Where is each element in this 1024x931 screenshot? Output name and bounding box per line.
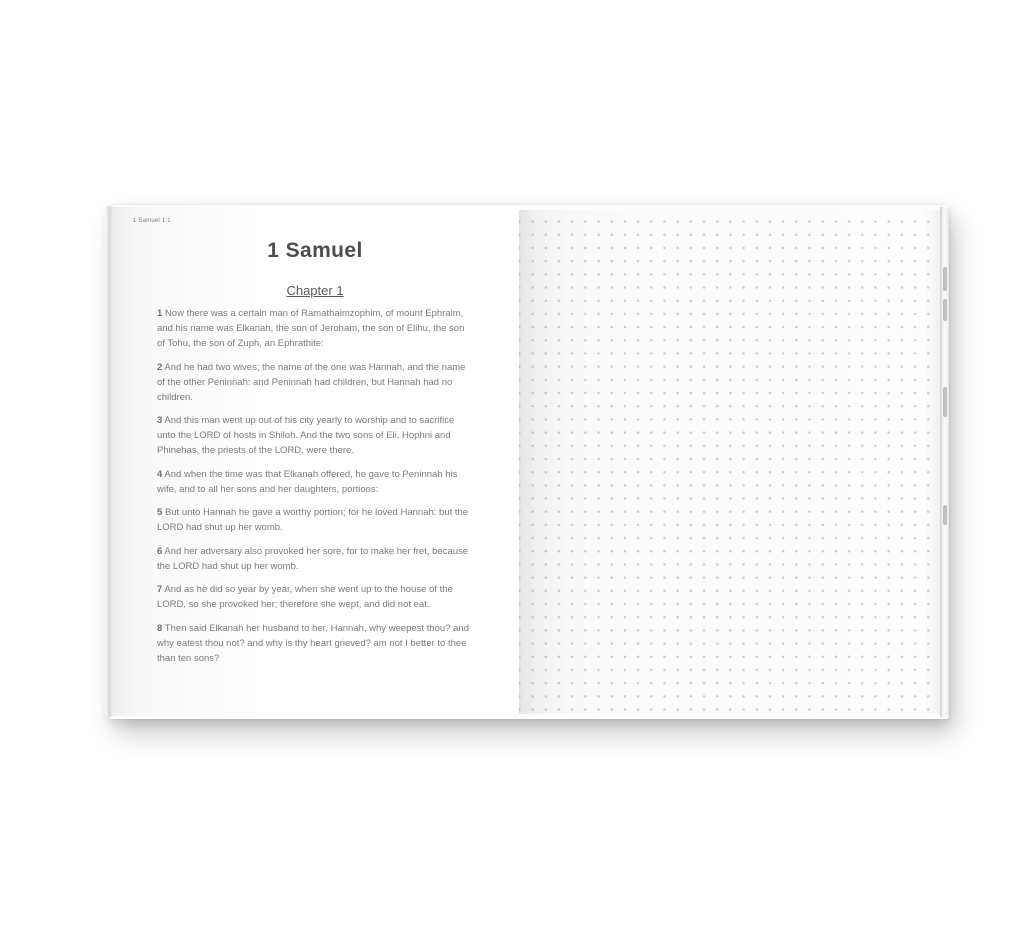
- verse-number: 8: [157, 622, 163, 634]
- verse-number: 5: [157, 507, 163, 518]
- page-edge-mark: [943, 299, 947, 321]
- scripture-page: [112, 207, 518, 716]
- verse-text: And her adversary also provoked her sore, for to make her fret, because the LORD had shut up her womb.: [157, 545, 469, 572]
- verse: [157, 544, 473, 574]
- verse-text: And this man went up out of his city yearly to worship and to sacrifice unto the LORD of hosts in Shiloh. And the two sons of Eli, Hophni and Phinehas, the priests of the LORD, were there.: [157, 415, 455, 456]
- verse: [157, 360, 473, 405]
- verse-text: Now there was a certain man of Ramathaimzophim, of mount Ephraim, and his name was Elkanah, the son of Jeroham, the son of Elihu, the son of Tohu, the son of Zuph, an Ephrathite:: [157, 308, 465, 349]
- verse: [157, 467, 473, 497]
- verse-number: 1: [157, 308, 163, 319]
- verse-text: And when the time was that Elkanah offered, he gave to Peninnah his wife, and to all her sons and her daughters, portions:: [157, 468, 458, 495]
- page-edge-mark: [943, 387, 947, 417]
- dot-grid-journal-page: [519, 210, 940, 714]
- verse-text: But unto Hannah he gave a worthy portion; for he loved Hannah: but the LORD had shut up her womb.: [157, 507, 469, 533]
- chapter-heading: Chapter 1: [286, 283, 344, 298]
- verse: [157, 505, 473, 535]
- verse-list: [157, 306, 473, 674]
- page-edge-mark: [943, 505, 947, 525]
- book-page-edges: [940, 207, 949, 717]
- open-book: [105, 203, 953, 722]
- verse: [157, 306, 473, 351]
- verse: [157, 621, 473, 666]
- verse-text: And he had two wives; the name of the one was Hannah, and the name of the other Peninnah: and Peninnah had children, but Hannah had no children.: [157, 361, 466, 403]
- verse-number: 2: [157, 361, 163, 373]
- page-header-reference: 1 Samuel 1:1: [133, 218, 171, 224]
- book-title: 1 Samuel: [267, 239, 363, 262]
- verse-number: 6: [157, 545, 163, 557]
- verse-number: 3: [157, 415, 163, 426]
- verse-number: 4: [157, 468, 163, 480]
- page-edge-mark: [943, 267, 947, 291]
- verse-text: Then said Elkanah her husband to her, Hannah, why weepest thou? and why eatest thou not? and why is thy heart grieved? am not I better to thee than ten sons?: [157, 622, 469, 664]
- verse-number: 7: [157, 584, 163, 595]
- verse-text: And as he did so year by year, when she went up to the house of the LORD, so she provoked her; therefore she wept, and did not eat.: [157, 584, 453, 610]
- verse: [157, 413, 473, 458]
- verse: [157, 582, 473, 612]
